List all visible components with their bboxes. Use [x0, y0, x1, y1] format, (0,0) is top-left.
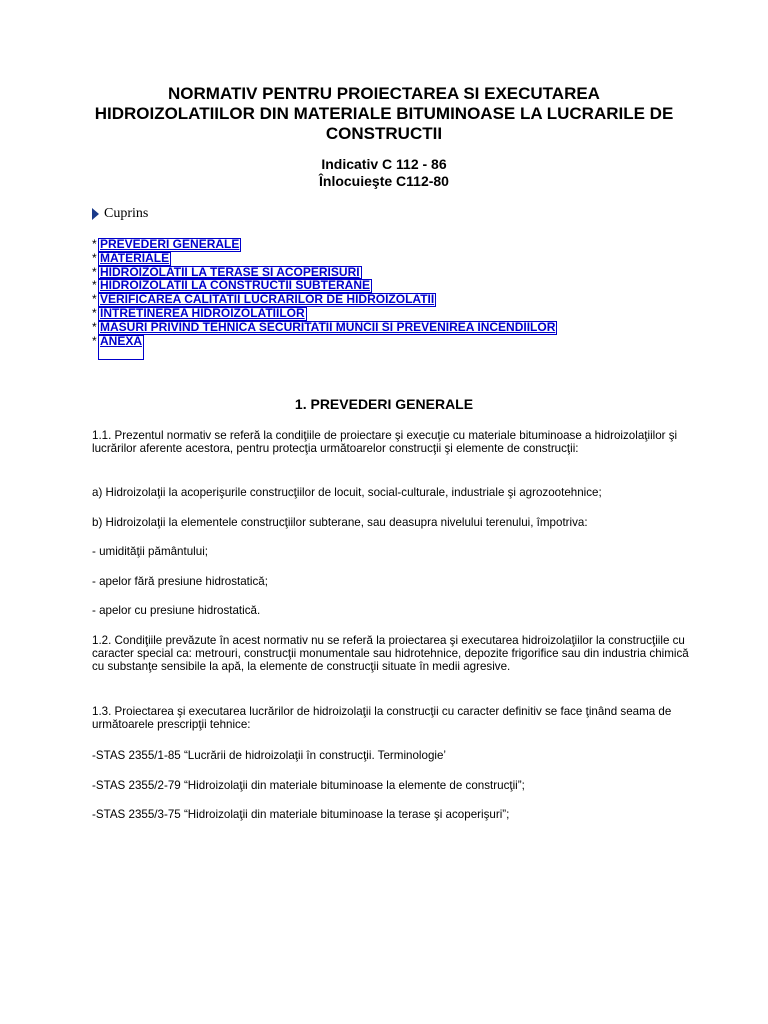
paragraph-text: b) Hidroizolaţii la elementele construcţiilor subterane, sau deasupra nivelului terenului, împotriva: [92, 516, 588, 529]
toc-link-prevederi-generale[interactable]: PREVEDERI GENERALE [100, 237, 240, 251]
toc-bullet: * [92, 319, 97, 334]
toc-link-materiale[interactable]: MATERIALE [100, 250, 170, 265]
toc-bullet: * [92, 292, 97, 307]
document-indicativ [60, 156, 708, 190]
paragraph-text: - apelor cu presiune hidrostatică. [92, 604, 261, 617]
paragraph-text: -STAS 2355/3-75 “Hidroizolaţii din materiale bituminoase la terase şi acoperişuri”; [92, 808, 510, 821]
cuprins-label: Cuprins [104, 206, 149, 221]
paragraph-text: 1.1. Prezentul normativ se referă la condiţiile de proiectare şi execuţie cu materiale bituminoase a hidroizolaţiilor şi lucrărilor aferente acestora, pentru protecţia următoarelor construcţii şi elemente de construcţii: [92, 429, 678, 456]
paragraph-a [92, 486, 692, 499]
toc-link-subterane[interactable]: HIDROIZOLATII LA CONSTRUCTII SUBTERANE [100, 278, 370, 293]
list-item-fara-presiune [92, 575, 692, 588]
document-title [60, 84, 708, 144]
toc-bullet: * [92, 305, 97, 320]
title-line-3: CONSTRUCTII [325, 124, 443, 143]
toc-link-anexa[interactable]: ANEXA [98, 335, 144, 361]
toc-bullet: * [92, 264, 97, 279]
paragraph-1-3 [92, 705, 692, 731]
paragraph-1-2 [92, 634, 692, 674]
toc-item [92, 279, 557, 293]
paragraph-text: -STAS 2355/2-79 “Hidroizolaţii din materiale bituminoase la elemente de construcţii”; [92, 779, 525, 792]
title-line-2: HIDROIZOLATIILOR DIN MATERIALE BITUMINOASE LA LUCRARILE DE [94, 104, 674, 123]
paragraph-text: a) Hidroizolaţii la acoperişurile construcţiilor de locuit, social-culturale, industriale şi agrozootehnice; [92, 486, 602, 499]
paragraph-text: 1.3. Proiectarea şi executarea lucrărilor de hidroizolaţii la construcţii cu caracter definitiv se face ţinând seama de următoarele prescripţii tehnice: [92, 705, 672, 732]
stas-2355-1 [92, 749, 692, 762]
paragraph-text: 1.2. Condiţiile prevăzute în acest normativ nu se referă la proiectarea şi executarea hidroizolaţiilor la construcţiile cu caracter special ca: metrouri, construcţii monumentale sau hidrotehnice, depozite frigorifice sau din industria chimică cu substanţe sensibile la apă, la elemente de construcţii situate în medii agresive. [92, 634, 689, 674]
indicativ-code: Indicativ C 112 - 86 [321, 156, 447, 172]
toc-item [92, 238, 557, 252]
expand-triangle-icon[interactable] [92, 208, 99, 220]
toc-bullet: * [92, 278, 97, 293]
stas-2355-2 [92, 779, 692, 792]
table-of-contents [92, 238, 557, 360]
toc-link-verificarea[interactable]: VERIFICAREA CALITATII LUCRARILOR DE HIDROIZOLATII [100, 292, 435, 307]
toc-item [92, 307, 557, 321]
toc-bullet: * [92, 333, 97, 348]
toc-item [92, 321, 557, 335]
paragraph-text: - apelor fără presiune hidrostatică; [92, 575, 268, 588]
toc-item [92, 252, 557, 266]
toc-bullet: * [92, 250, 97, 265]
toc-link-terase[interactable]: HIDROIZOLATII LA TERASE SI ACOPERISURI [100, 264, 360, 279]
replaces-code: Înlocuieşte C112-80 [319, 173, 449, 189]
toc-item [92, 335, 557, 361]
toc-link-intretinerea[interactable]: INTRETINEREA HIDROIZOLATIILOR [100, 305, 305, 320]
paragraph-b [92, 516, 692, 529]
list-item-cu-presiune [92, 604, 692, 617]
paragraph-text: -STAS 2355/1-85 “Lucrării de hidroizolaţii în construcţii. Terminologie’ [92, 749, 446, 762]
paragraph-1-1 [92, 429, 692, 455]
toc-bullet: * [92, 237, 97, 251]
toc-link-masuri[interactable]: MASURI PRIVIND TEHNICA SECURITATII MUNCII SI PREVENIREA INCENDIILOR [100, 319, 556, 334]
section-heading: 1. PREVEDERI GENERALE [294, 396, 474, 412]
paragraph-text: - umidităţii pământului; [92, 545, 208, 558]
stas-2355-3 [92, 808, 692, 821]
cuprins-toggle[interactable] [92, 205, 148, 222]
list-item-umiditate [92, 545, 692, 558]
toc-item [92, 266, 557, 280]
title-line-1: NORMATIV PENTRU PROIECTAREA SI EXECUTAREA [168, 84, 600, 103]
toc-item [92, 293, 557, 307]
